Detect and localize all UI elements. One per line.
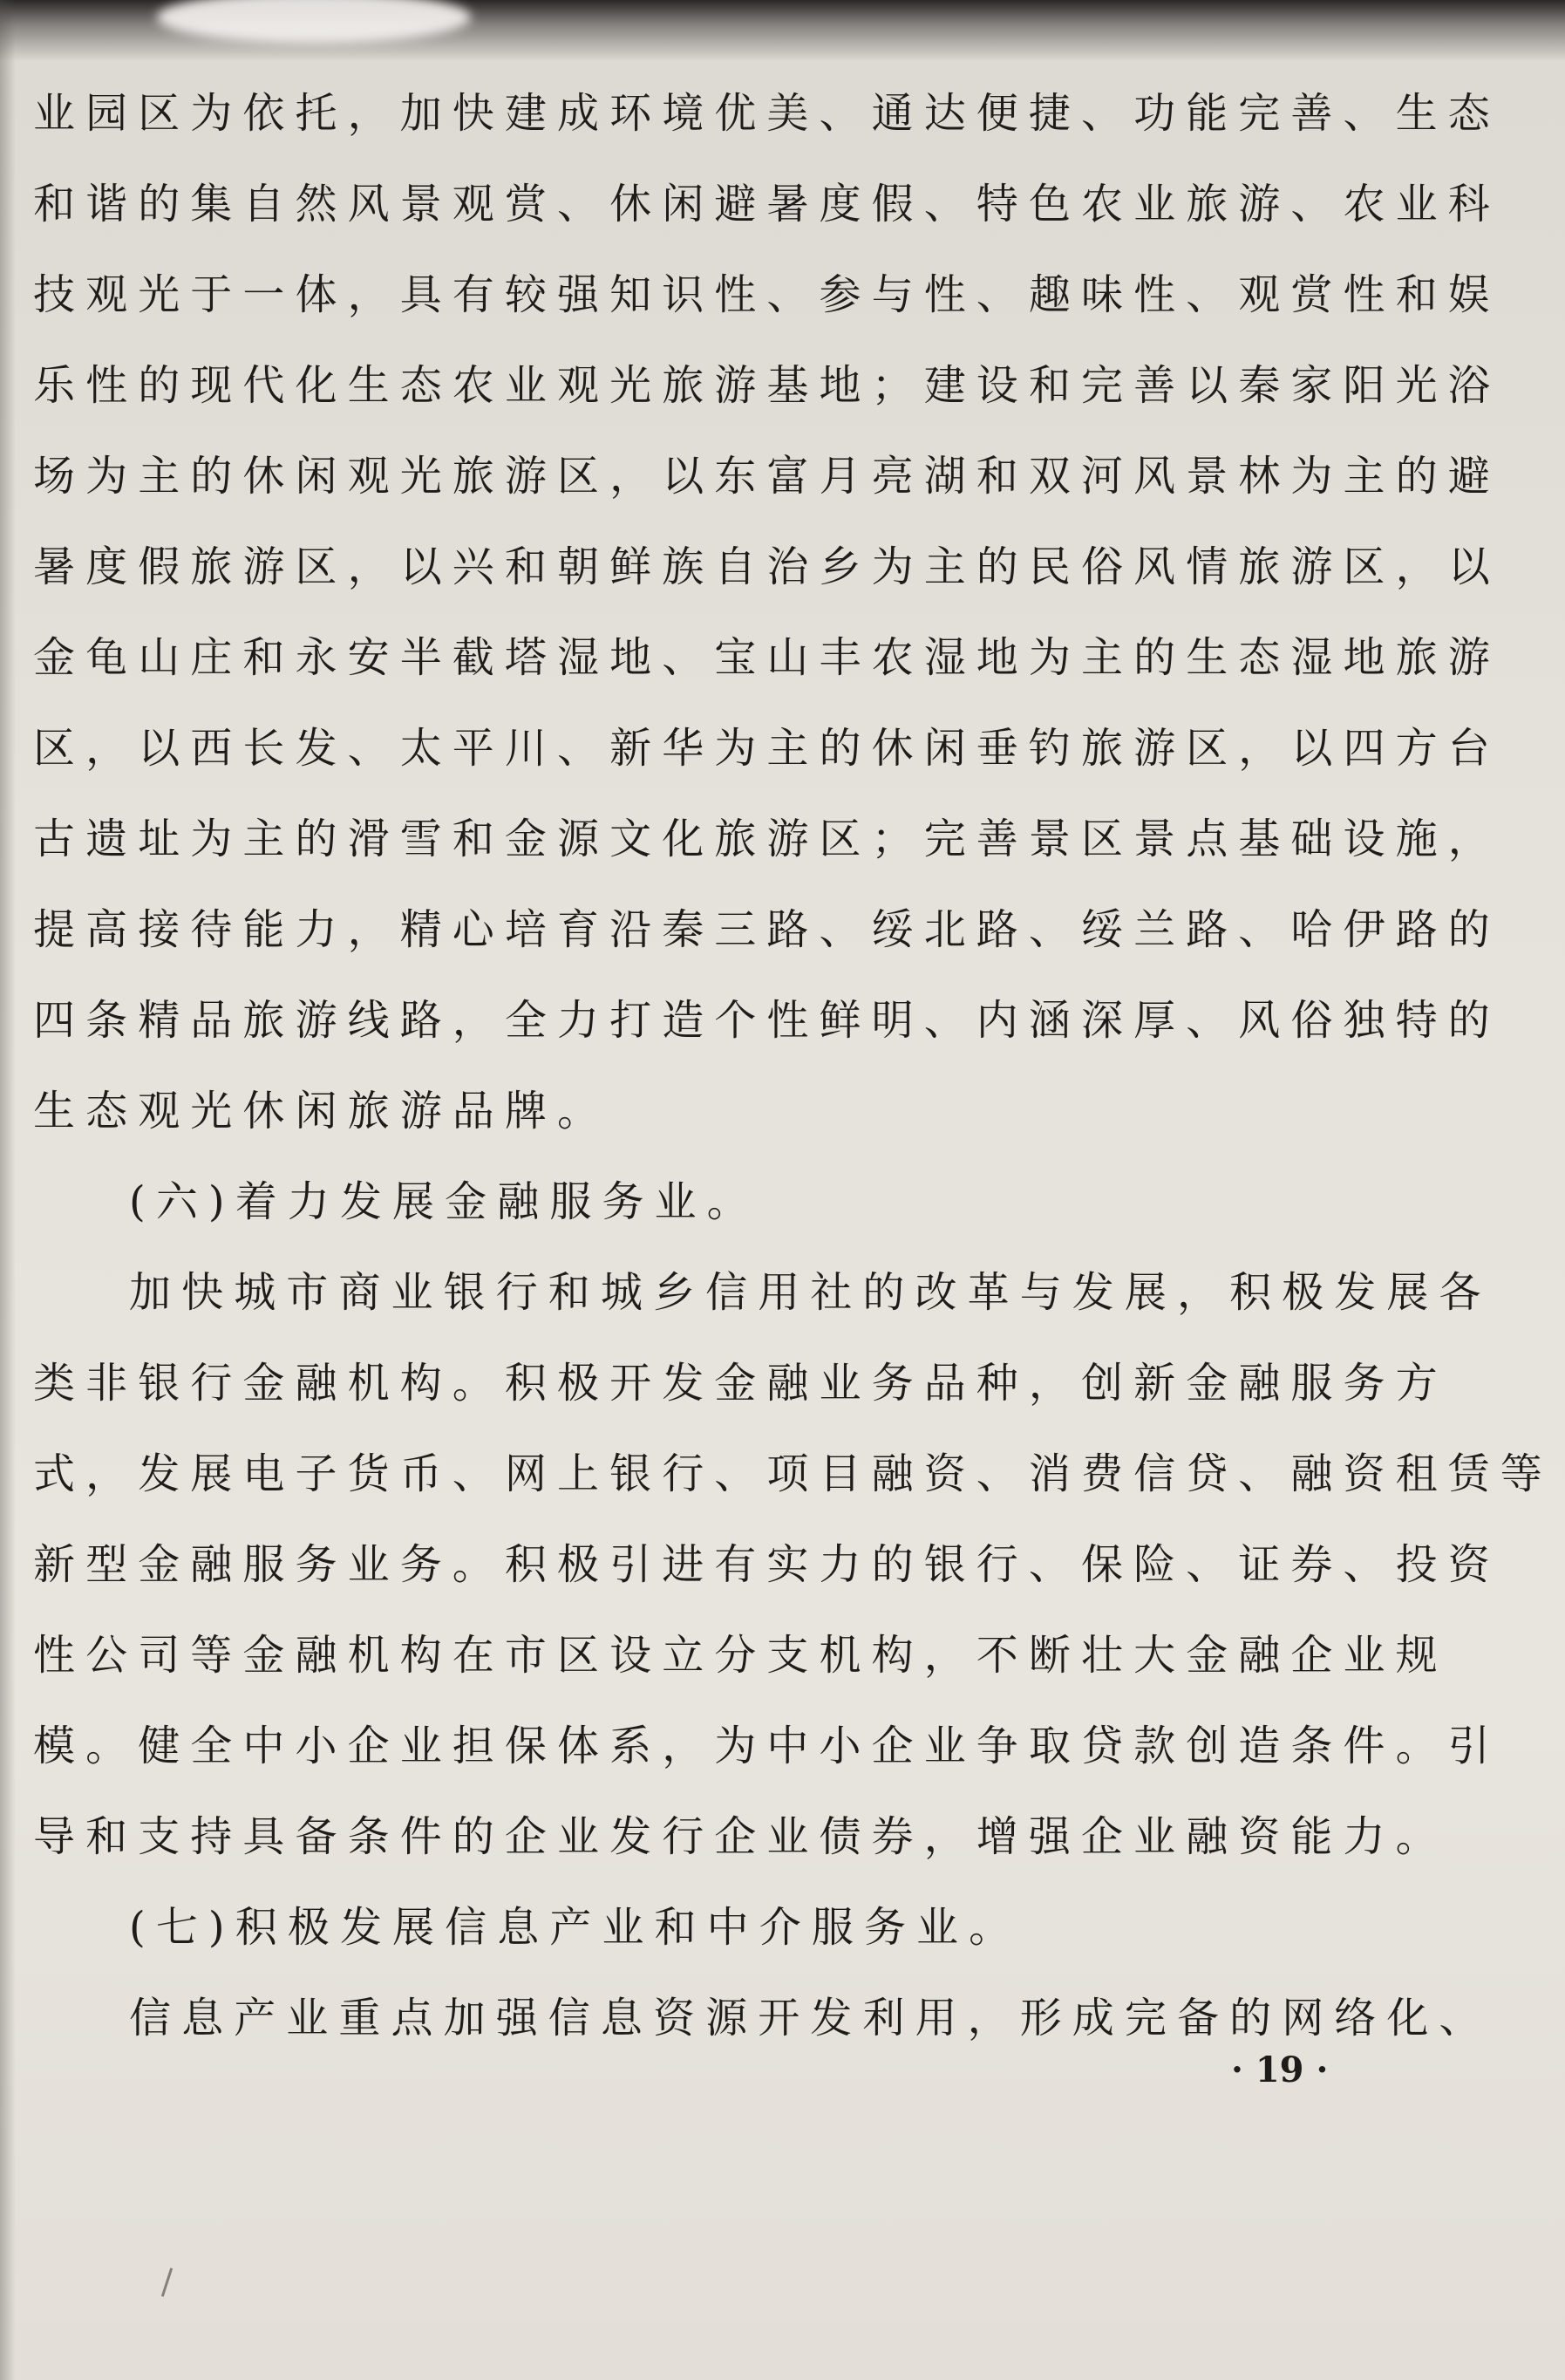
- text-line: 业园区为依托，加快建成环境优美、通达便捷、功能完善、生态: [33, 89, 1500, 138]
- page-top-shadow: [0, 0, 1565, 61]
- text-line: 金龟山庄和永安半截塔湿地、宝山丰农湿地为主的生态湿地旅游: [33, 633, 1500, 682]
- text-line: 类非银行金融机构。积极开发金融业务品种，创新金融服务方: [33, 1359, 1448, 1408]
- text-line: 四条精品旅游线路，全力打造个性鲜明、内涵深厚、风俗独特的: [33, 996, 1500, 1045]
- text-line: 生态观光休闲旅游品牌。: [33, 1087, 610, 1135]
- text-line: 和谐的集自然风景观赏、休闲避暑度假、特色农业旅游、农业科: [33, 180, 1500, 228]
- text-line: 模。健全中小企业担保体系，为中小企业争取贷款创造条件。引: [33, 1722, 1500, 1770]
- text-line: 新型金融服务业务。积极引进有实力的银行、保险、证券、投资: [33, 1540, 1500, 1589]
- page-left-edge: [0, 0, 16, 2380]
- section-heading-6: (六)着力发展金融服务业。: [129, 1177, 759, 1226]
- text-line: 提高接待能力，精心培育沿秦三路、绥北路、绥兰路、哈伊路的: [33, 905, 1500, 954]
- text-line: 导和支持具备条件的企业发行企业债券，增强企业融资能力。: [33, 1812, 1448, 1861]
- page-number: · 19 ·: [1231, 2049, 1329, 2090]
- text-line: 乐性的现代化生态农业观光旅游基地；建设和完善以秦家阳光浴: [33, 361, 1500, 410]
- text-line: 区，以西长发、太平川、新华为主的休闲垂钓旅游区，以四方台: [33, 724, 1500, 773]
- text-line: 性公司等金融机构在市区设立分支机构，不断壮大金融企业规: [33, 1631, 1448, 1680]
- ink-smudge: [161, 2267, 173, 2296]
- section-heading-7: (七)积极发展信息产业和中介服务业。: [129, 1903, 1022, 1952]
- text-line: 古遗址为主的滑雪和金源文化旅游区；完善景区景点基础设施，: [33, 815, 1500, 863]
- text-line: 式，发展电子货币、网上银行、项目融资、消费信贷、融资租赁等: [33, 1449, 1553, 1498]
- text-line: 信息产业重点加强信息资源开发利用，形成完备的网络化、: [129, 1994, 1492, 2042]
- text-line: 暑度假旅游区，以兴和朝鲜族自治乡为主的民俗风情旅游区，以: [33, 542, 1500, 591]
- body-text: [33, 68, 1553, 2063]
- text-line: 加快城市商业银行和城乡信用社的改革与发展，积极发展各: [129, 1268, 1492, 1317]
- text-line: 场为主的休闲观光旅游区，以东富月亮湖和双河风景林为主的避: [33, 452, 1500, 501]
- text-line: 技观光于一体，具有较强知识性、参与性、趣味性、观赏性和娱: [33, 270, 1500, 319]
